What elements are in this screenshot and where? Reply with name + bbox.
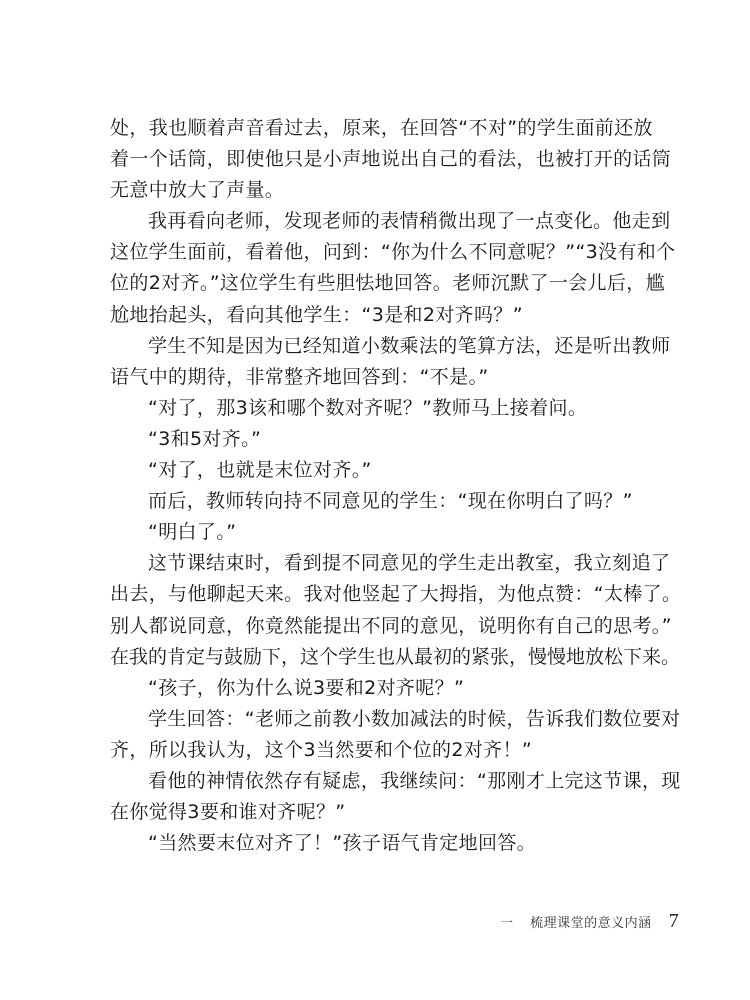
text-line: “对了，那3该和哪个数对齐呢？”教师马上接着问。: [148, 396, 588, 419]
running-footer-chapter-title: 梳理课堂的意义内涵: [530, 916, 652, 931]
text-line: “3和5对齐。”: [148, 427, 262, 450]
text-line: 这节课结束时，看到提不同意见的学生走出教室，我立刻追了: [148, 552, 671, 575]
text-line: 我再看向老师，发现老师的表情稍微出现了一点变化。他走到: [148, 210, 671, 233]
text-line: 着一个话筒，即使他只是小声地说出自己的看法，也被打开的话筒: [110, 148, 672, 171]
chapter-marker: 一: [500, 916, 514, 931]
text-line: 尬地抬起头，看向其他学生：“3是和2对齐吗？”: [110, 303, 523, 326]
text-line: 看他的神情依然存有疑虑，我继续问：“那刚才上完这节课，现: [148, 769, 681, 792]
page-number: 7: [668, 910, 679, 932]
text-line: 齐，所以我认为，这个3当然要和个位的2对齐！”: [110, 738, 533, 761]
text-line: 而后，教师转向持不同意见的学生：“现在你明白了吗？”: [148, 490, 633, 513]
text-line: 在我的肯定与鼓励下，这个学生也从最初的紧张，慢慢地放松下来。: [110, 645, 681, 668]
body-text: [110, 113, 682, 859]
text-line: 别人都说同意，你竟然能提出不同的意见，说明你有自己的思考。”: [110, 614, 672, 637]
text-line: 位的2对齐。”这位学生有些胆怯地回答。老师沉默了一会儿后，尴: [110, 272, 665, 295]
text-line: “对了，也就是末位对齐。”: [148, 459, 372, 482]
text-line: 这位学生面前，看着他，问到：“你为什么不同意呢？”“3没有和个: [110, 241, 676, 264]
text-line: 语气中的期待，非常整齐地回答到：“不是。”: [110, 365, 489, 388]
text-line: 学生不知是因为已经知道小数乘法的笔算方法，还是听出教师: [148, 334, 671, 357]
text-line: “明白了。”: [148, 521, 237, 544]
text-line: 处，我也顺着声音看过去，原来，在回答“不对”的学生面前还放: [110, 117, 653, 139]
text-line: 出去，与他聊起天来。我对他竖起了大拇指，为他点赞：“太棒了。: [110, 583, 682, 606]
text-line: 无意中放大了声量。: [110, 179, 285, 202]
text-line: 学生回答：“老师之前教小数加减法的时候，告诉我们数位要对: [148, 707, 681, 730]
text-line: “当然要末位对齐了！”孩子语气肯定地回答。: [148, 832, 537, 855]
text-line: 在你觉得3要和谁对齐呢？”: [110, 801, 346, 824]
page-footer: [500, 908, 679, 934]
text-line: “孩子，你为什么说3要和2对齐呢？”: [148, 676, 465, 699]
